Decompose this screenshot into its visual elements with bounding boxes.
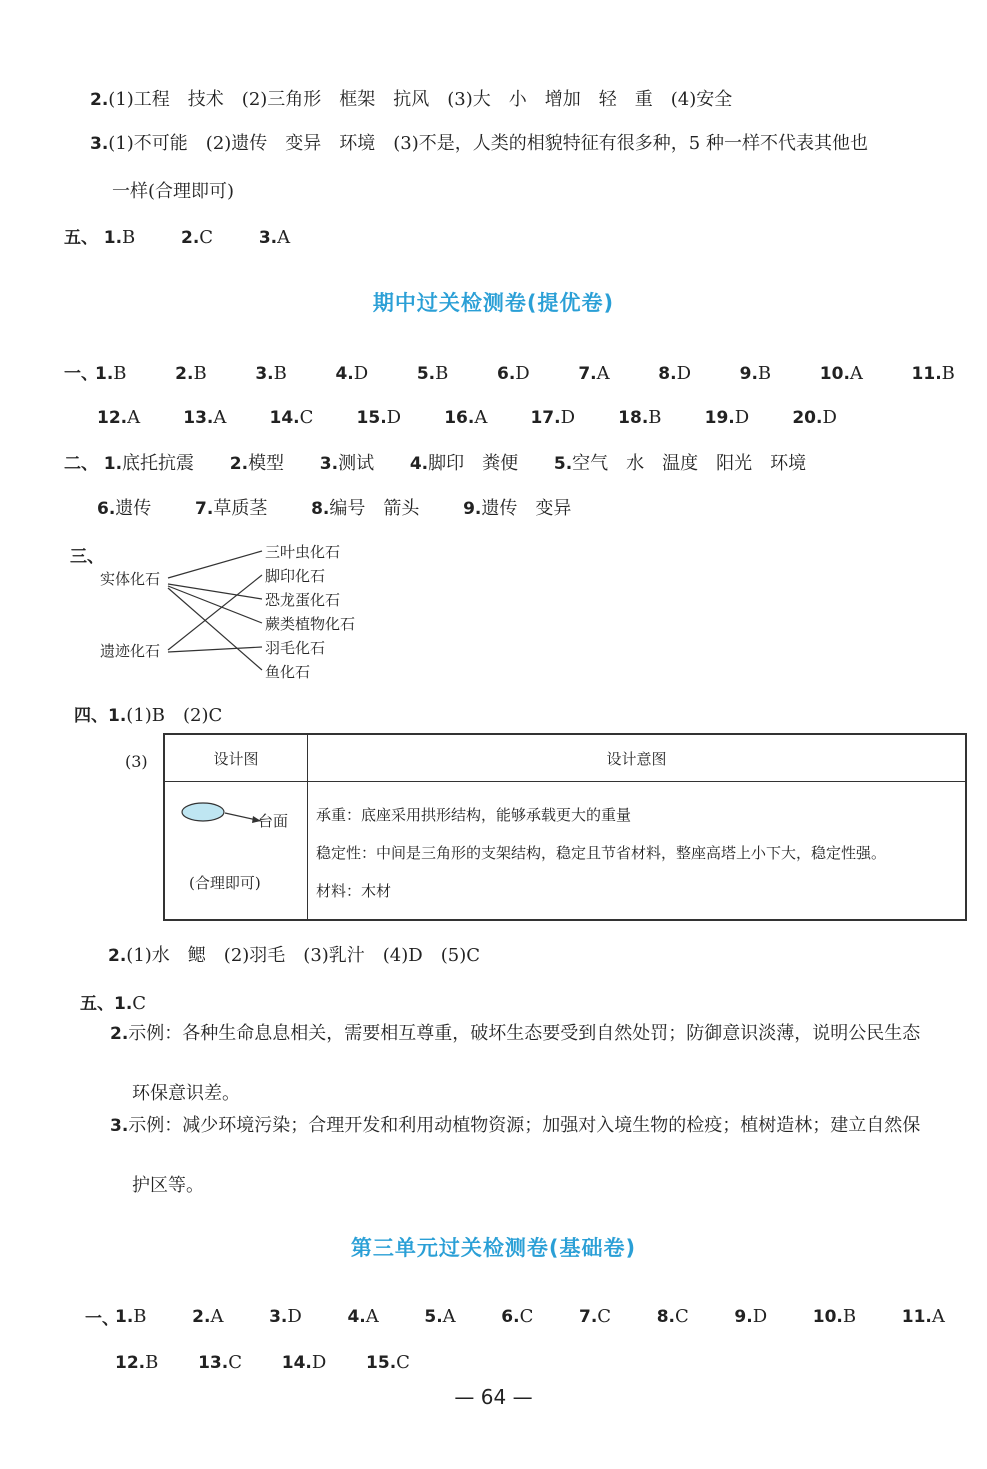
platform-diagram — [173, 790, 313, 860]
match-line-6 — [168, 647, 262, 652]
table-header-intent: 设计意图 — [308, 734, 967, 782]
diagram-label: 台面 — [258, 812, 289, 830]
top-wu: 五、 1.B 2.C 3.A — [64, 227, 291, 248]
mid-s1-row1: 一、 — [64, 364, 98, 384]
mid-s5-q1: 五、1.C — [80, 993, 147, 1014]
fossil-right-0: 三叶虫化石 — [265, 543, 341, 561]
fossil-right-4: 羽毛化石 — [265, 639, 326, 657]
mid-s4-q1: 四、1.(1)B (2)C — [74, 705, 223, 726]
mid-s5-q3-cont: 护区等。 — [132, 1175, 204, 1196]
unit3-s1-row1: 1.B 2.A 3.D 4.A 5.A 6.C 7.C 8.C 9.D 10.B 11.A — [115, 1306, 945, 1327]
mid-s5-q2: 2.示例：各种生命息息相关，需要相互尊重，破坏生态要受到自然处罚；防御意识淡薄，说明公民生态 — [110, 1023, 921, 1044]
diagram-note: (合理即可) — [189, 874, 261, 892]
design-table — [163, 733, 967, 921]
mid-s4-q2: 2.(1)水 鳃 (2)羽毛 (3)乳汁 (4)D (5)C — [108, 945, 480, 966]
fossil-right-3: 蕨类植物化石 — [265, 615, 356, 633]
intent-line-3: 材料：木材 — [316, 882, 392, 900]
table-header-design: 设计图 — [164, 734, 308, 782]
design-diagram-cell — [164, 782, 308, 921]
fossil-left-trace: 遗迹化石 — [100, 642, 161, 660]
mid-s3-label: 三、 — [70, 547, 104, 567]
mid-s1-row2: 12.A 13.A 14.C 15.D 16.A 17.D 18.B 19.D 20.D — [97, 407, 837, 428]
platform-ellipse — [182, 803, 224, 821]
unit3-title: 第三单元过关检测卷(基础卷) — [350, 1236, 637, 1260]
fossil-right-2: 恐龙蛋化石 — [265, 591, 341, 609]
intent-line-1: 承重：底座采用拱形结构，能够承载更大的重量 — [316, 806, 632, 824]
intent-line-2: 稳定性：中间是三角形的支架结构，稳定且节省材料，整座高塔上小下大，稳定性强。 — [316, 844, 887, 862]
top-q2: 2.(1)工程 技术 (2)三角形 框架 抗风 (3)大 小 增加 轻 重 (4)安全 — [90, 89, 733, 110]
mid-s5-q2-cont: 环保意识差。 — [132, 1083, 240, 1104]
match-line-4 — [168, 588, 262, 670]
mid-s2-row1: 二、 1.底托抗震 2.模型 3.测试 4.脚印 粪便 5.空气 水 温度 阳光 环境 — [64, 453, 807, 474]
fossil-left-body: 实体化石 — [100, 570, 161, 588]
mid-s5-q3: 3.示例：减少环境污染；合理开发和利用动植物资源；加强对入境生物的检疫；植树造林；建立自然保 — [110, 1115, 921, 1136]
mid-s2-row2: 6.遗传 7.草质茎 8.编号 箭头 9.遗传 变异 — [97, 498, 572, 519]
mid-s4-q3-label: (3) — [125, 752, 148, 771]
unit3-s1-row2: 12.B 13.C 14.D 15.C — [115, 1352, 410, 1373]
midterm-title: 期中过关检测卷(提优卷) — [372, 291, 615, 315]
design-intent-cell — [308, 782, 967, 921]
page-number: — 64 — — [454, 1385, 533, 1409]
match-line-1 — [168, 551, 262, 578]
top-q3-cont: 一样(合理即可) — [112, 181, 235, 202]
fossil-matching-lines — [0, 0, 400, 700]
mid-s1-row1-items: 1.B 2.B 3.B 4.D 5.B 6.D 7.A 8.D 9.B 10.A 11.B — [95, 363, 955, 384]
fossil-right-1: 脚印化石 — [265, 567, 326, 585]
fossil-right-5: 鱼化石 — [265, 663, 311, 681]
top-q3: 3.(1)不可能 (2)遗传 变异 环境 (3)不是，人类的相貌特征有很多种，5 种一样不代表其他也 — [90, 133, 868, 154]
unit3-s1-label: 一、 — [85, 1309, 119, 1329]
